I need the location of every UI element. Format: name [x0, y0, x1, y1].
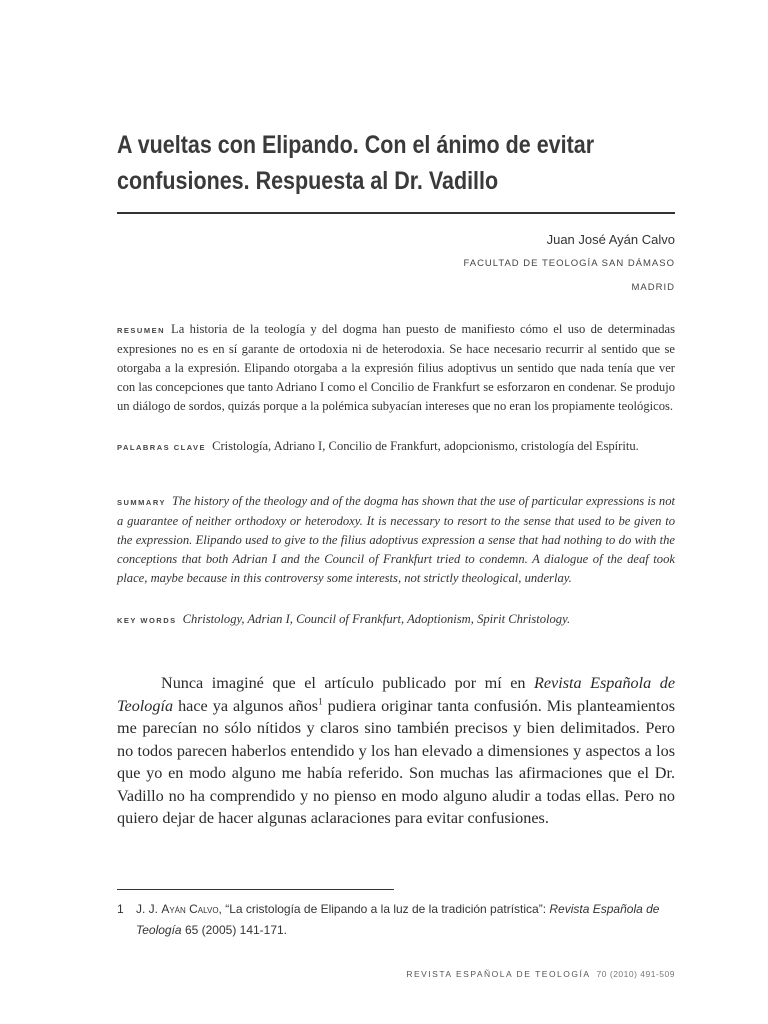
author-city: MADRID — [631, 282, 675, 293]
key-words-label: KEY WORDS — [117, 616, 177, 625]
footnote-title: , “La cristología de Elipando a la luz de la tradición patrística”: — [218, 902, 550, 916]
abstract-text: La historia de la teología y del dogma han puesto de manifiesto cómo el uso de determinadas expresiones no es en sí garante de ortodoxia ni de heterodoxia. Se hace necesario recurrir al sentido que se otorgaba a la expresión. Elipando otorgaba a la expresión filius adoptivus un sentido que nada tenía que ver con las concepciones que tanto Adriano I como el Concilio de Frankfurt se esforzaron en condenar. Se produjo un diálogo de sordos, quizás porque a la polémica subyacían intereses que no eran los propiamente teológicos. — [117, 322, 675, 413]
abstract-spanish — [117, 320, 675, 416]
title-divider — [117, 212, 675, 214]
key-words-text: Christology, Adrian I, Council of Frankfurt, Adoptionism, Spirit Christology. — [182, 612, 571, 626]
summary-label: SUMMARY — [117, 498, 166, 507]
keywords-spanish — [117, 437, 675, 457]
journal-name: Revista Española de Teología — [117, 674, 676, 715]
keywords-text: Cristología, Adriano I, Concilio de Frankfurt, adopcionismo, cristología del Espíritu. — [212, 439, 639, 453]
footnote-citation: 65 (2005) 141-171. — [181, 923, 288, 937]
footnote-number: 1 — [117, 902, 124, 916]
article-title: A vueltas con Elipando. Con el ánimo de evitar confusiones. Respuesta al Dr. Vadillo — [117, 131, 595, 195]
footnote-author: Ayán Calvo — [161, 902, 219, 916]
footnote-author-initials: J. J. — [136, 902, 162, 916]
summary-english — [117, 492, 675, 588]
footnote-divider — [117, 889, 394, 890]
author-block — [463, 232, 675, 306]
footnote-reference[interactable]: 1 — [318, 696, 323, 707]
summary-text: The history of the theology and of the dogma has shown that the use of particular expressions is not a guarantee of neither orthodoxy or heterodoxy. It is necessary to resort to the sense that used to be given to the expression. Elipando used to give to the filius adoptivus expression a sense that had nothing to do with the conceptions that both Adrian I and the Council of Frankfurt tried to condemn. A dialogue of the deaf took place, maybe because in this controversy some interests, not strictly theological, underlay. — [117, 494, 675, 585]
body-text-segment: Nunca imaginé que el artículo publicado por mí en — [161, 674, 534, 692]
keywords-english — [117, 610, 675, 630]
footnote — [117, 899, 696, 941]
abstract-label: RESUMEN — [117, 326, 166, 335]
author-affiliation: FACULTAD DE TEOLOGÍA SAN DÁMASO — [463, 258, 675, 269]
footnote-journal: Revista Española de Teología — [136, 902, 660, 937]
footer-journal: REVISTA ESPAÑOLA DE TEOLOGÍA — [406, 969, 591, 979]
keywords-label: PALABRAS CLAVE — [117, 443, 207, 452]
running-footer — [406, 969, 675, 979]
body-paragraph — [117, 672, 675, 830]
body-text-segment: hace ya algunos años — [173, 696, 319, 715]
body-text-segment: pudiera originar tanta confusión. Mis planteamientos me parecían no sólo nítidos y claros sino también precisos y bien delimitados. Pero no todos parecen haberlos entendido y los han elevado a dimensiones y aspectos a los que yo en modo alguno me había referido. Son muchas las afirmaciones que el Dr. Vadillo no ha comprendido y no pienso en modo alguno aludir a todas ellas. Pero no quiero dejar de hacer algunas aclaraciones para evitar confusiones. — [117, 696, 675, 827]
author-name: Juan José Ayán Calvo — [546, 232, 675, 247]
footer-pages: 70 (2010) 491-509 — [596, 969, 675, 979]
